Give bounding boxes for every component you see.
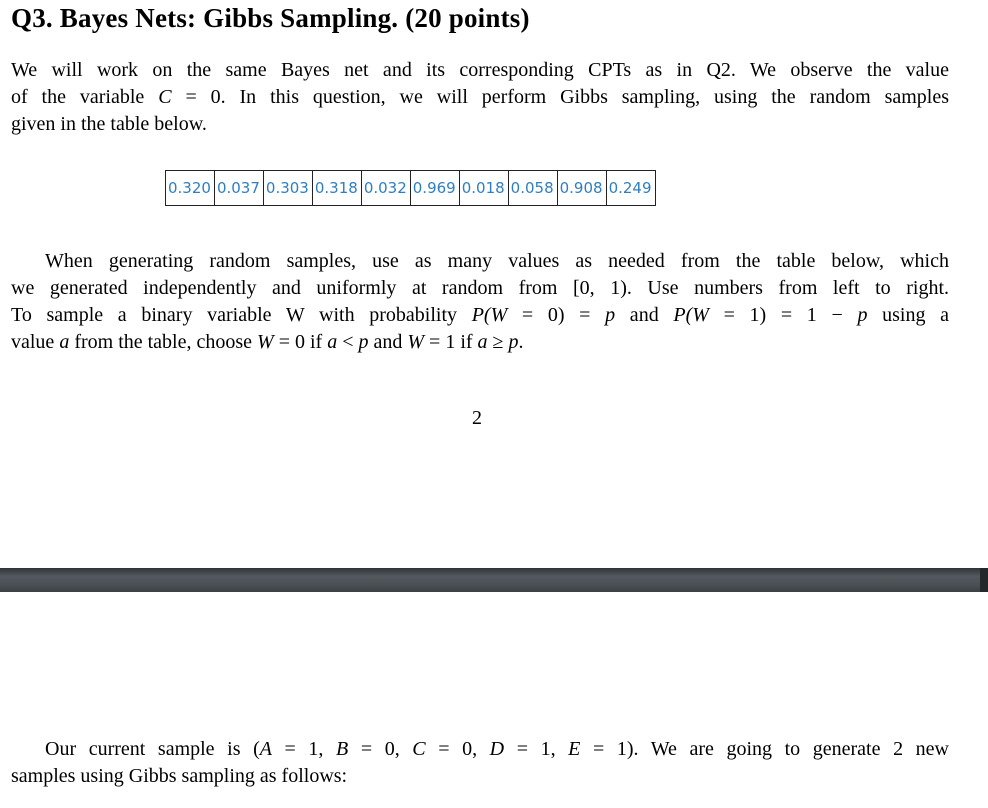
page-separator [0, 568, 988, 592]
page-number: 2 [472, 407, 482, 429]
continuation-line: Our current sample is (A = 1, B = 0, C = 0, D = 1, E = 1). We are going to generate 2 new [45, 738, 949, 760]
instructions-line: When generating random samples, use as many values as needed from the table below, which [45, 250, 949, 272]
sample-cell: 0.318 [312, 171, 361, 206]
intro-line: given in the table below. [11, 113, 207, 135]
sample-cell: 0.032 [361, 171, 410, 206]
sample-cell: 0.058 [508, 171, 557, 206]
instructions-line: To sample a binary variable W with probability P(W = 0) = p and P(W = 1) = 1 − p using a [11, 304, 949, 326]
table-row [166, 171, 656, 206]
sample-cell: 0.969 [410, 171, 459, 206]
sample-cell: 0.320 [166, 171, 215, 206]
sample-cell: 0.908 [557, 171, 606, 206]
question-heading: Q3. Bayes Nets: Gibbs Sampling. (20 points) [11, 3, 530, 33]
sample-cell: 0.249 [606, 171, 655, 206]
instructions-line: value a from the table, choose W = 0 if a < p and W = 1 if a ≥ p. [11, 331, 524, 353]
intro-line: of the variable C = 0. In this question, we will perform Gibbs sampling, using the random samples [11, 86, 950, 108]
continuation-paragraph [11, 736, 949, 790]
instructions-line: we generated independently and uniformly at random from [0, 1). Use numbers from left to right. [11, 277, 949, 299]
intro-line: We will work on the same Bayes net and its corresponding CPTs as in Q2. We observe the value [11, 59, 949, 81]
instructions-paragraph [11, 248, 949, 356]
sample-cell: 0.303 [263, 171, 312, 206]
random-samples-table [165, 170, 656, 206]
separator-edge [980, 568, 988, 592]
sample-cell: 0.037 [214, 171, 263, 206]
intro-paragraph [11, 57, 949, 138]
continuation-line: samples using Gibbs sampling as follows: [11, 765, 348, 787]
sample-cell: 0.018 [459, 171, 508, 206]
